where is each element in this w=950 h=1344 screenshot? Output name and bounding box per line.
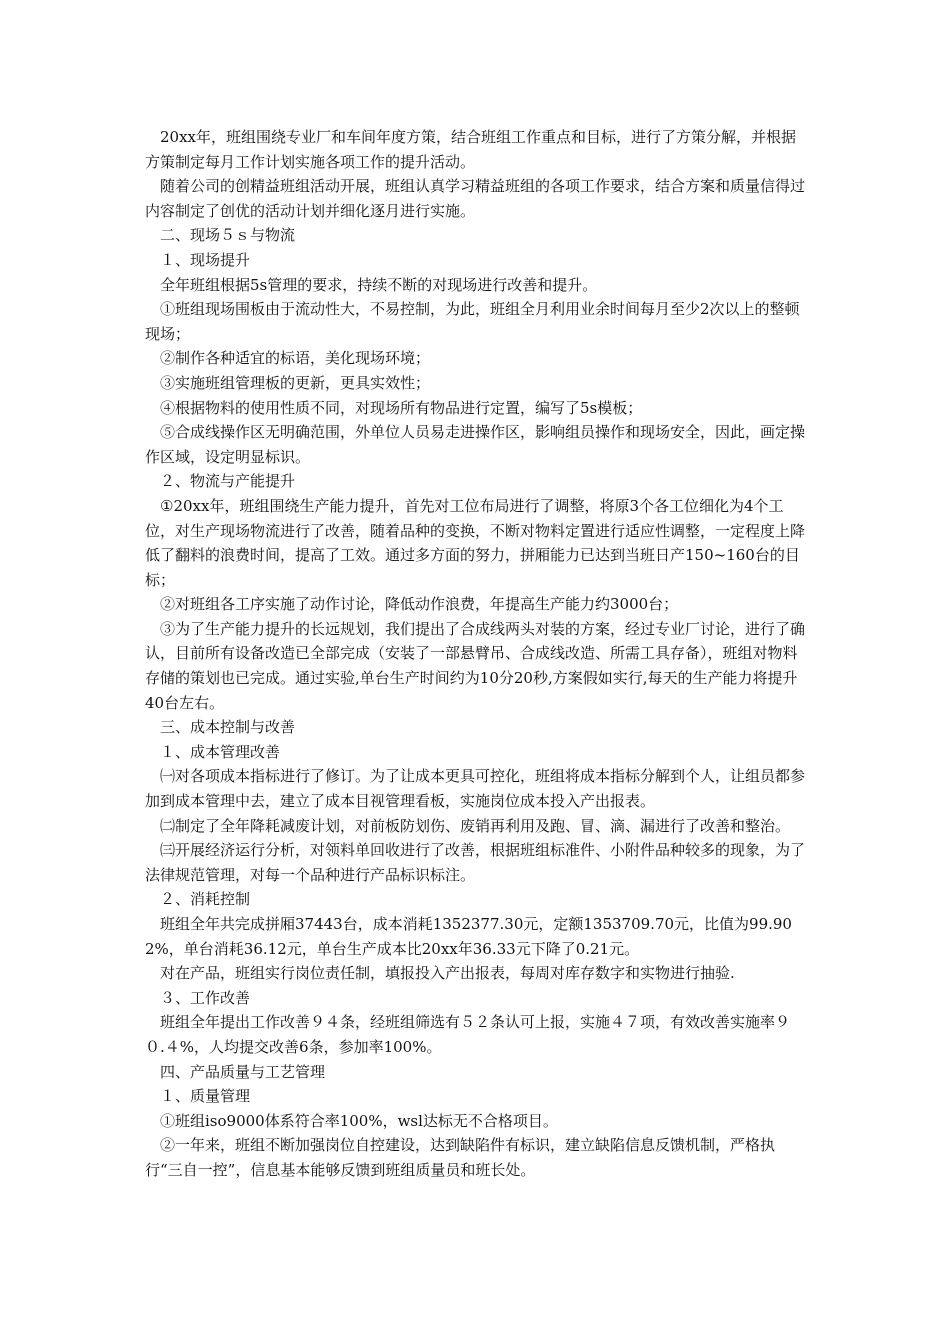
subsection-heading-consumption-control: ２、消耗控制 xyxy=(160,890,251,909)
list-item-cost-item-3: ㈢开展经济运行分析，对领料单回收进行了改善，根据班组标准件、小附件品种较多的现象，为了法律规范管理，对每一个品种进行产品标识标注。 xyxy=(145,841,806,884)
subsection-heading-cost-management: １、成本管理改善 xyxy=(160,742,281,761)
section-heading-quality-process: 四、产品质量与工艺管理 xyxy=(160,1062,326,1081)
list-item-cost-item-1: ㈠对各项成本指标进行了修订。为了让成本更具可控化，班组将成本指标分解到个人，让组员都参加到成本管理中去，建立了成本目视管理看板，实施岗位成本投入产出报表。 xyxy=(145,767,806,811)
list-item-capacity-item-1: ①20xx年，班组围绕生产能力提升，首先对工位布局进行了调整，将原3个各工位细化为4个工位，对生产现场物流进行了改善，随着品种的变换，不断对物料定置进行适应性调整，一定程度上降低了翻料的浪费时间，提高了工效。通过多方面的努力，拼厢能力已达到当班日产150~160台的目标； xyxy=(145,496,806,589)
list-item-site-item-1: ①班组现场围板由于流动性大，不易控制，为此，班组全月利用业余时间每月至少2次以上的整顿现场； xyxy=(145,300,800,343)
section-heading-cost-control: 三、成本控制与改善 xyxy=(160,718,296,737)
paragraph-lean-team: 随着公司的创精益班组活动开展，班组认真学习精益班组的各项工作要求，结合方案和质量信得过内容制定了创优的活动计划并细化逐月进行实施。 xyxy=(145,177,806,220)
list-item-quality-item-1: ①班组iso9000体系符合率100%，wsl达标无不合格项目。 xyxy=(160,1111,558,1130)
subsection-heading-logistics-capacity: ２、物流与产能提升 xyxy=(160,472,296,491)
list-item-capacity-item-3: ③为了生产能力提升的长远规划，我们提出了合成线两头对装的方案，经过专业厂讨论，进行了确认，目前所有设备改造已全部完成（安装了一部悬臂吊、合成线改造、所需工具存备），班组对物料存储的策划也已完成。通过实验,单台生产时间约为10分20秒,方案假如实行,每天的生产能力将提升40台左右。 xyxy=(145,619,806,712)
list-item-site-item-4: ④根据物料的使用性质不同，对现场所有物品进行定置，编写了5s模板； xyxy=(160,398,643,417)
paragraph-consumption-figures: 班组全年共完成拼厢37443台，成本消耗1352377.30元，定额1353709.70元，比值为99.902%，单台消耗36.12元，单台生产成本比20xx年36.33元下降了0.21元。 xyxy=(145,915,792,958)
list-item-site-item-2: ②制作各种适宜的标语，美化现场环境； xyxy=(160,349,431,368)
subsection-heading-site-improvement: １、现场提升 xyxy=(160,250,251,269)
list-item-site-item-3: ③实施班组管理板的更新，更具实效性； xyxy=(160,373,431,392)
list-item-cost-item-2: ㈡制定了全年降耗减废计划，对前板防划伤、废销再利用及跑、冒、滴、漏进行了改善和整治。 xyxy=(160,816,791,835)
subsection-heading-work-improvement: ３、工作改善 xyxy=(160,988,251,1007)
subsection-heading-quality-management: １、质量管理 xyxy=(160,1087,251,1106)
document-body xyxy=(145,125,805,1183)
section-heading-5s-logistics: 二、现场５ｓ与物流 xyxy=(160,226,296,245)
paragraph-5s-summary: 全年班组根据5s管理的要求，持续不断的对现场进行改善和提升。 xyxy=(160,275,598,294)
list-item-capacity-item-2: ②对班组各工序实施了动作讨论，降低动作浪费，年提高生产能力约3000台； xyxy=(160,595,679,614)
list-item-site-item-5: ⑤合成线操作区无明确范围，外单位人员易走进操作区，影响组员操作和现场安全，因此，画定操作区域，设定明显标识。 xyxy=(145,423,806,466)
paragraph-plan-intro: 20xx年，班组围绕专业厂和车间年度方策，结合班组工作重点和目标，进行了方策分解，并根据方策制定每月工作计划实施各项工作的提升活动。 xyxy=(145,128,797,171)
paragraph-inventory-check: 对在产品，班组实行岗位责任制，填报投入产出报表，每周对库存数字和实物进行抽验. xyxy=(160,964,735,983)
list-item-quality-item-2: ②一年来，班组不断加强岗位自控建设，达到缺陷件有标识，建立缺陷信息反馈机制，严格执行“三自一控”，信息基本能够反馈到班组质量员和班长处。 xyxy=(145,1136,776,1179)
paragraph-improvement-stats: 班组全年提出工作改善９４条，经班组筛选有５２条认可上报，实施４７项，有效改善实施率９０.４%，人均提交改善6条，参加率100%。 xyxy=(145,1013,791,1056)
